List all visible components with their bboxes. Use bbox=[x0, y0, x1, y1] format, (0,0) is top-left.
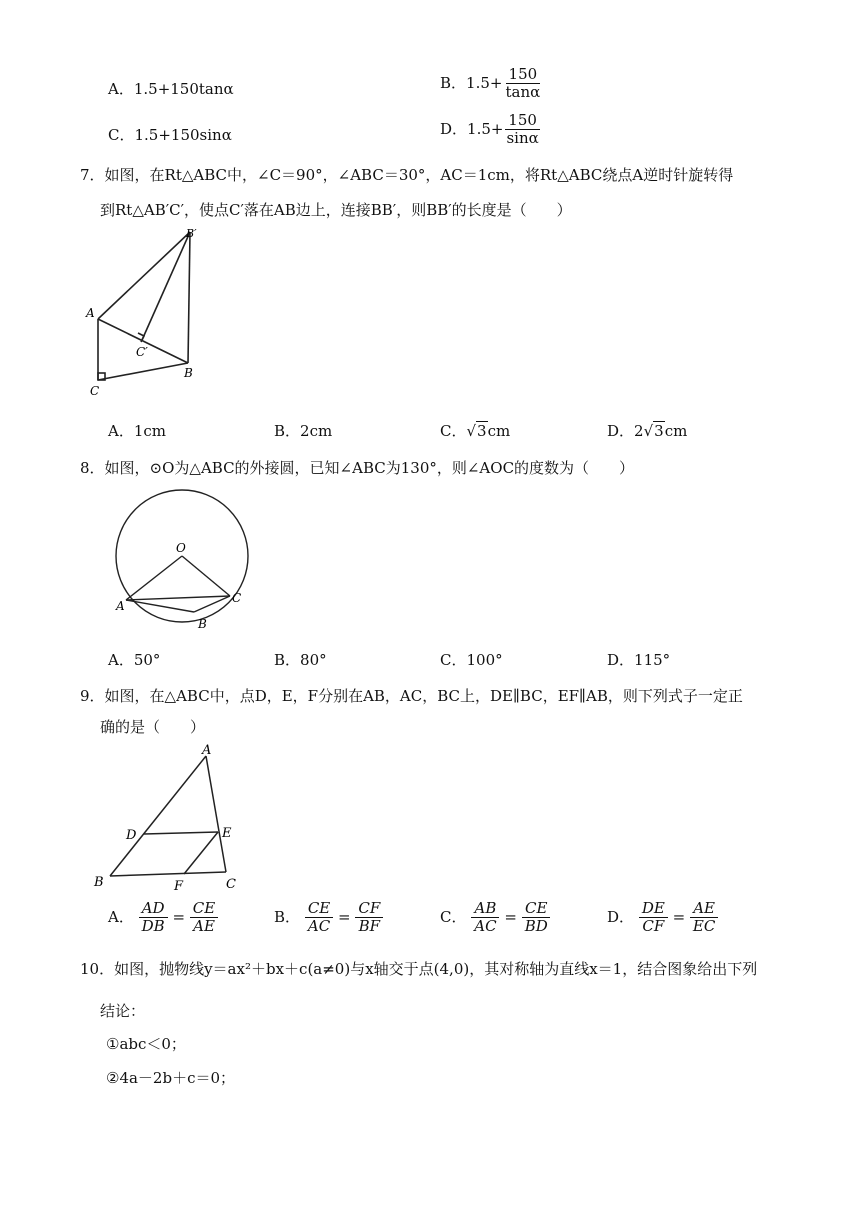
q8-option-b: B．80° bbox=[274, 651, 327, 669]
label-a: A bbox=[116, 599, 125, 613]
label-a: A bbox=[86, 306, 95, 320]
q6-option-c: C．1.5+150sinα bbox=[108, 126, 232, 144]
sqrt: √3 bbox=[466, 422, 487, 440]
q7-option-a: A．1cm bbox=[108, 422, 167, 440]
q9-stem-line2: 确的是（ ） bbox=[100, 718, 206, 736]
label-f: F bbox=[174, 879, 184, 892]
label-d: D bbox=[126, 828, 137, 843]
q6-option-a: A．1.5+150tanα bbox=[108, 80, 234, 98]
q9-stem-line1: 9．如图，在△ABC中，点D，E，F分别在AB，AC，BC上，DE∥BC，EF∥AB，则下列式子一定正 bbox=[80, 687, 743, 705]
q8-stem-line1: 8．如图，⊙O为△ABC的外接圆，已知∠ABC为130°，则∠AOC的度数为（ ） bbox=[80, 459, 635, 477]
q9-option-a: A． $\frac{AD}{DB}$ = $\frac{CE}{AE}$ bbox=[108, 900, 218, 936]
q7-option-b: B．2cm bbox=[274, 422, 333, 440]
q10-conclusion-2: ②4a－2b＋c＝0； bbox=[106, 1069, 236, 1087]
q7-option-c: C．√3cm bbox=[440, 422, 511, 440]
q8-option-c: C．100° bbox=[440, 651, 503, 669]
q9-option-b: B． $\frac{CE}{AC}$ = $\frac{CF}{BF}$ bbox=[274, 900, 383, 936]
label-c: C bbox=[90, 384, 100, 398]
label-b: B bbox=[184, 366, 193, 380]
q7-figure bbox=[80, 225, 220, 400]
label-c-prime: C′ bbox=[136, 345, 148, 359]
q7-stem-line2: 到Rt△AB′C′，使点C′落在AB边上，连接BB′，则BB′的长度是（ ） bbox=[100, 201, 572, 219]
q10-stem-line2: 结论： bbox=[100, 1002, 146, 1020]
q10-stem-line1: 10．如图，抛物线y＝ax²＋bx＋c(a≠0)与x轴交于点(4,0)，其对称轴为直线x＝1，结合图象给出下列 bbox=[80, 960, 758, 978]
fraction: $\frac{150}{\sin\alpha}$ bbox=[506, 111, 539, 148]
label-a: A bbox=[202, 743, 212, 758]
q8-option-a: A．50° bbox=[108, 651, 161, 669]
label-b-prime: B′ bbox=[186, 227, 197, 240]
sqrt: √3 bbox=[643, 422, 664, 440]
fraction: $\frac{150}{\tan\alpha}$ bbox=[505, 65, 541, 102]
q10-conclusion-1: ①abc＜0； bbox=[106, 1035, 186, 1053]
q6-option-d: D．1.5+ $\frac{150}{\sin\alpha}$ bbox=[440, 112, 542, 148]
q7-option-d: D．2√3cm bbox=[607, 422, 688, 440]
label-o: O bbox=[176, 541, 186, 555]
label-c: C bbox=[232, 591, 242, 605]
label-c: C bbox=[226, 877, 236, 892]
q8-option-d: D．115° bbox=[607, 651, 671, 669]
q7-stem-line1: 7．如图，在Rt△ABC中，∠C＝90°，∠ABC＝30°，AC＝1cm，将Rt△ABC绕点A逆时针旋转得 bbox=[80, 166, 734, 184]
q6-option-b: B．1.5+ $\frac{150}{\tan\alpha}$ bbox=[440, 66, 543, 102]
label-b: B bbox=[94, 875, 104, 890]
q8-figure bbox=[110, 488, 260, 633]
label-b: B bbox=[198, 617, 207, 631]
q9-option-d: D． $\frac{DE}{CF}$ = $\frac{AE}{EC}$ bbox=[607, 900, 718, 936]
q9-option-c: C． $\frac{AB}{AC}$ = $\frac{CE}{BD}$ bbox=[440, 900, 551, 936]
label-e: E bbox=[222, 826, 232, 841]
q9-figure bbox=[88, 742, 248, 892]
